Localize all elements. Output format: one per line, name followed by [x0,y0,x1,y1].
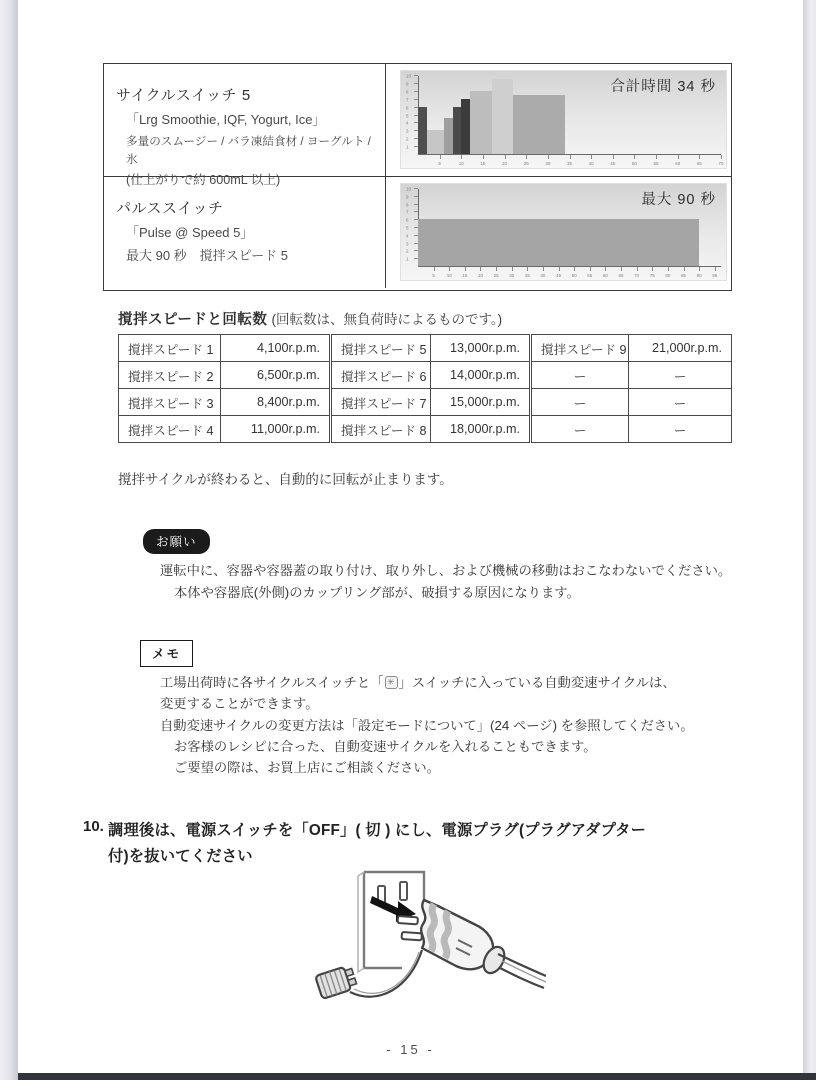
pulse-switch-chart-cell [386,177,731,288]
speed-bar [513,95,565,154]
speed-name-cell: ー [531,362,629,389]
table-row [119,416,732,443]
cycle-switch-5-title: サイクルスイッチ 5 [116,87,251,104]
page-bottom-bar [18,1073,816,1080]
adapter-wire [350,950,422,997]
speed-bar [427,130,444,154]
speed-name-cell: 撹拌スピード 7 [331,389,431,416]
cycle-switch-5-desc: 多量のスムージー / バラ凍結食材 / ヨーグルト / 氷 [126,135,371,167]
rpm-value-cell: 13,000r.p.m. [431,335,531,362]
speed-name-cell: 撹拌スピード 2 [119,362,221,389]
chart-total-time-label: 合計時間 34 秒 [610,79,716,95]
chart-plot-area: 1 2 3 4 5 6 7 8 9 10 5 10 15 20 25 30 35 40 45 50 55 60 65 70 75 80 85 90 95 [418,189,721,267]
cycle-switch-5-program: 「Lrg Smoothie, IQF, Yogurt, Ice」 [126,112,326,128]
speed-bar [418,107,427,154]
memo-line-3: 自動変速サイクルの変更方法は「設定モードについて」(24 ページ) を参照してください。 [160,717,694,733]
memo-line-5: ご要望の際は、お買上店にご相談ください。 [174,760,440,776]
memo-line-1-post: 」スイッチに入っている自動変速サイクルは、 [398,675,676,690]
rpm-value-cell: 6,500r.p.m. [221,362,331,389]
memo-line-1 [160,672,760,693]
page-number: - 15 - [386,1042,435,1057]
speed-name-cell: 撹拌スピード 6 [331,362,431,389]
speed-rpm-table-body [119,335,732,443]
rpm-value-cell: 11,000r.p.m. [221,416,331,443]
speed-name-cell: 撹拌スピード 5 [331,335,431,362]
rpm-value-cell: 8,400r.p.m. [221,389,331,416]
speed-name-cell: 撹拌スピード 1 [119,335,221,362]
step-10-number: 10. [83,818,104,835]
memo-line-1-pre: 工場出荷時に各サイクルスイッチと「 [160,675,384,690]
power-plug-body [421,900,546,988]
onegai-text [160,560,750,603]
page-right-margin [803,0,816,1080]
onegai-paragraph-1: 運転中に、容器や容器蓋の取り付け、取り外し、および機械の移動はおこなわないでください。 [160,563,732,578]
table-row [104,64,731,188]
speed-bar [418,219,699,266]
rpm-value-cell: 21,000r.p.m. [629,335,732,362]
pulse-switch-icon [385,676,398,689]
memo-line-2: 変更することができます。 [160,696,319,712]
speed-name-cell: ー [531,416,629,443]
speed-bar [461,99,470,154]
chart-max-time-label: 最大 90 秒 [641,192,716,208]
speed-name-cell: ー [531,389,629,416]
speed-profile-chart-2 [401,184,726,280]
cycle-switch-table [103,63,732,291]
unplug-power-cord-illustration [306,870,546,1015]
step-10-instruction [108,818,756,870]
rpm-value-cell: 4,100r.p.m. [221,335,331,362]
chart-plot-area: 1 2 3 4 5 6 7 8 9 10 5 10 15 20 25 30 35 40 45 50 55 60 65 70 [406,73,724,166]
speed-name-cell: 撹拌スピード 8 [331,416,431,443]
cycle-switch-5-cell [104,64,386,188]
speed-bar [444,118,453,154]
table-row [119,389,732,416]
memo-line-4: お客様のレシピに合った、自動変速サイクルを入れることもできます。 [174,738,597,754]
rpm-value-cell: ー [629,362,732,389]
onegai-paragraph-2: 本体や容器底(外側)のカップリング部が、破損する原因になります。 [174,584,580,600]
step-10-line-1: 調理後は、電源スイッチを「OFF」( 切 ) にし、電源プラグ(プラグアダプター [108,822,647,839]
speed-name-cell: 撹拌スピード 9 [531,335,629,362]
plug-prongs [398,916,422,940]
rpm-value-cell: ー [629,416,732,443]
cycle-switch-5-volume: (仕上がりで約 600mL 以上) [126,173,281,188]
step-10-line-2: 付)を抜いてください [108,848,253,865]
table-row [104,177,731,288]
speed-name-cell: 撹拌スピード 3 [119,389,221,416]
speed-bar [470,91,492,154]
rpm-value-cell: 18,000r.p.m. [431,416,531,443]
speed-rpm-heading-main: 撹拌スピードと回転数 [118,312,268,328]
cycle-switch-5-chart-cell [386,64,731,176]
rpm-value-cell: ー [629,389,732,416]
speed-rpm-table [118,334,732,443]
pulse-switch-cell [104,177,386,288]
memo-text [160,672,760,778]
speed-bar [453,107,462,154]
rpm-value-cell: 14,000r.p.m. [431,362,531,389]
cycle-end-note: 撹拌サイクルが終わると、自動的に回転が止まります。 [118,472,453,487]
x-axis [418,266,721,267]
pulse-switch-program: 「Pulse @ Speed 5」 [126,225,254,241]
rpm-value-cell: 15,000r.p.m. [431,389,531,416]
table-row [119,362,732,389]
speed-name-cell: 撹拌スピード 4 [119,416,221,443]
manual-page [18,0,803,1080]
page-left-margin [0,0,18,1080]
speed-rpm-heading-note: (回転数は、無負荷時によるものです。) [271,312,503,327]
table-row [119,335,732,362]
pulse-switch-title: パルススイッチ [116,200,224,217]
onegai-badge: お願い [143,529,210,554]
speed-profile-chart-1 [401,71,726,168]
speed-bar [492,79,514,154]
pulse-switch-desc: 最大 90 秒 撹拌スピード 5 [126,248,289,264]
memo-badge: メモ [140,640,193,667]
speed-rpm-heading [118,308,502,329]
